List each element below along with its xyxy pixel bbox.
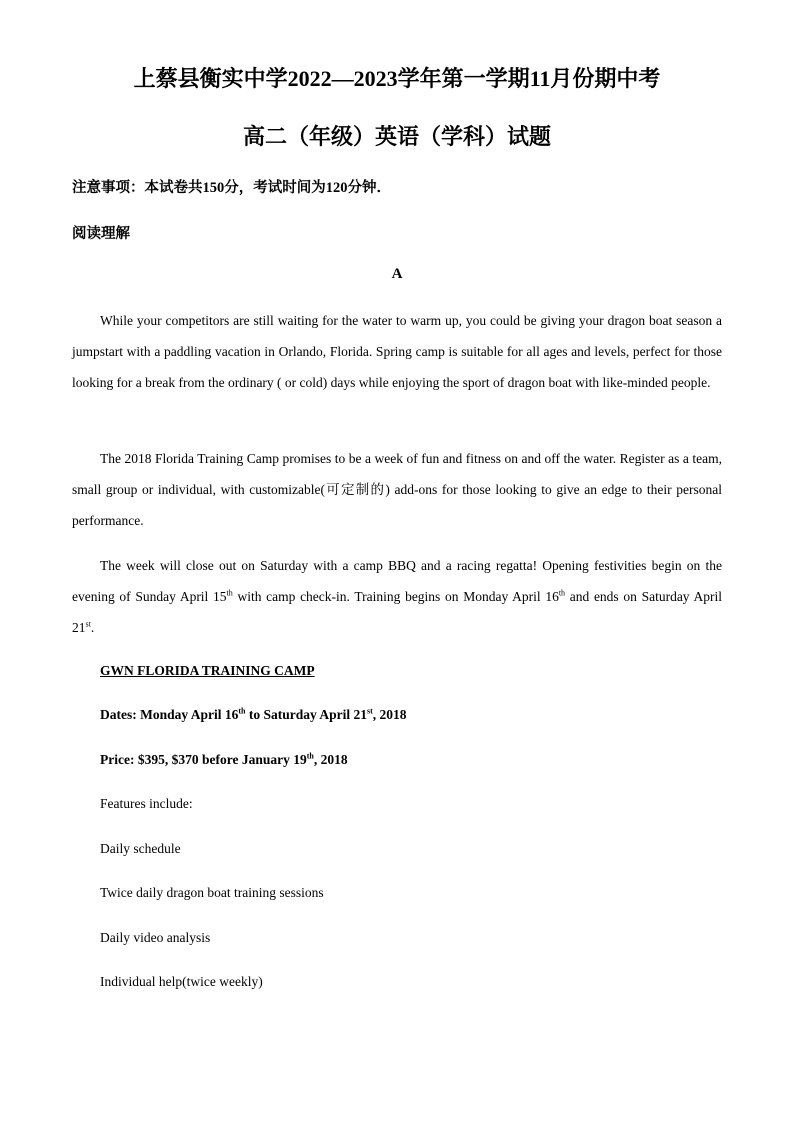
feature-item: Individual help(twice weekly) (100, 974, 263, 989)
feature-item: Daily video analysis (100, 930, 211, 945)
paragraph-2: The 2018 Florida Training Camp promises to be a week of fun and fitness on and off the water. Register as a team, small group or individual, with customizable(可定制的) add-ons for those looking to give an edge to their personal performance. (72, 451, 722, 528)
camp-dates-text-a: Dates: Monday April 16 (100, 707, 239, 722)
camp-price-text-a: Price: $395, $370 before January 19 (100, 752, 307, 767)
ordinal-suffix: th (558, 588, 566, 598)
section-title: 阅读理解 (72, 226, 130, 242)
paragraph-3-text-a: The week will close out on Saturday with a camp BBQ and a racing regatta! Opening festivities begin on the evening of Sunday April 15 (72, 558, 722, 604)
exam-title-line2: 高二（年级）英语（学科）试题 (242, 124, 551, 149)
camp-dates (100, 707, 407, 723)
part-label: A (391, 266, 403, 282)
camp-dates-text-c: , 2018 (372, 707, 407, 722)
paragraph-3-text-b: with camp check-in. Training begins on Monday April 16 (232, 589, 559, 604)
camp-price (100, 752, 348, 768)
ordinal-suffix: th (306, 751, 314, 761)
exam-title-line1: 上蔡县衡实中学2022—2023学年第一学期11月份期中考 (133, 66, 661, 91)
exam-notice: 注意事项：本试卷共150分，考试时间为120分钟． (72, 180, 391, 196)
paragraph-3 (72, 550, 722, 643)
ordinal-suffix: th (226, 588, 233, 598)
feature-item: Daily schedule (100, 841, 181, 856)
paragraph-3-text-d: . (90, 620, 95, 635)
ordinal-suffix: st (367, 706, 373, 716)
camp-dates-text-b: to Saturday April 21 (245, 707, 368, 722)
paragraph-3-text-c: and ends on Saturday April 21 (72, 589, 723, 635)
feature-item: Twice daily dragon boat training sessions (100, 885, 324, 900)
camp-title: GWN FLORIDA TRAINING CAMP (100, 663, 315, 678)
paragraph-1: While your competitors are still waiting for the water to warm up, you could be giving your dragon boat season a jumpstart with a paddling vacation in Orlando, Florida. Spring camp is suitable for all ages and levels, perfect for those looking for a break from the ordinary ( or cold) days while enjoying the sport of dragon boat with like-minded people. (72, 313, 722, 390)
camp-price-text-b: , 2018 (313, 752, 348, 767)
features-header: Features include: (100, 796, 193, 811)
ordinal-suffix: st (85, 619, 91, 629)
ordinal-suffix: th (238, 706, 246, 716)
